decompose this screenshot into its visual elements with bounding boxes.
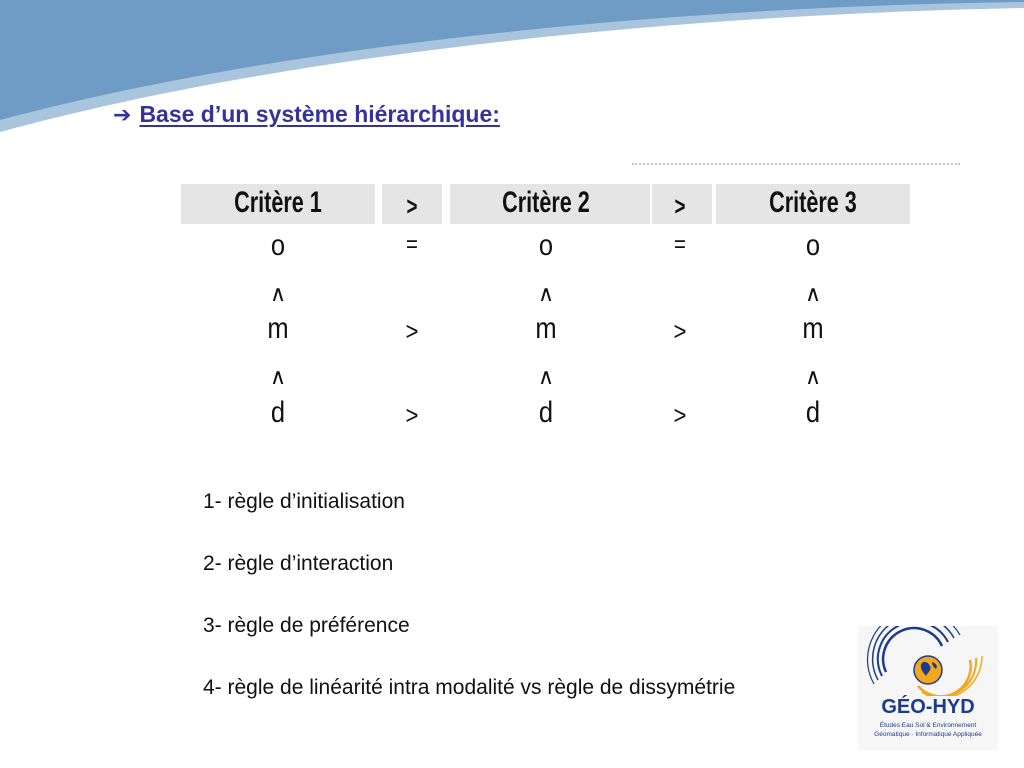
table-cell-r4-c3: ∧ <box>537 364 555 389</box>
table-cell-r3-c2: > <box>405 316 419 346</box>
table-cell-r3-c4: > <box>673 316 687 346</box>
table-cell-r5-c3: d <box>538 396 554 429</box>
rule-item-3: 3- règle de préférence <box>203 614 410 637</box>
table-header-criterion-3: Critère 3 <box>769 186 857 219</box>
table-cell-r1-c1: o <box>270 229 286 262</box>
table-header-operator-1: > <box>406 191 418 221</box>
table-cell-r5-c4: > <box>673 400 687 430</box>
slide-title <box>113 101 500 128</box>
table-cell-r3-c5: m <box>802 312 824 345</box>
table-cell-r1-c3: o <box>538 229 554 262</box>
table-cell-r5-c5: d <box>805 396 821 429</box>
rule-item-2: 2- règle d’interaction <box>203 552 394 575</box>
dotted-divider <box>632 163 960 165</box>
rule-item-4: 4- règle de linéarité intra modalité vs règle de dissymétrie <box>203 676 736 699</box>
globe-icon <box>858 626 998 696</box>
company-logo <box>858 626 998 750</box>
table-cell-r2-c1: ∧ <box>269 281 287 306</box>
table-cell-r5-c2: > <box>405 400 419 430</box>
rule-item-1: 1- règle d’initialisation <box>203 490 405 513</box>
table-cell-r3-c1: m <box>267 312 289 345</box>
table-cell-r2-c3: ∧ <box>537 281 555 306</box>
table-cell-r2-c5: ∧ <box>804 281 822 306</box>
table-cell-r5-c1: d <box>270 396 286 429</box>
logo-subtitle-2: Géomatique · Informatique Appliquée <box>874 731 982 738</box>
logo-subtitle-1: Études Eau Sol & Environnement <box>879 722 977 729</box>
arrow-right-icon: ➔ <box>113 103 132 128</box>
table-cell-r1-c5: o <box>805 229 821 262</box>
table-cell-r1-c4: = <box>674 231 686 258</box>
table-header-criterion-1: Critère 1 <box>234 186 322 219</box>
table-cell-r4-c5: ∧ <box>804 364 822 389</box>
table-header-operator-2: > <box>674 191 686 221</box>
table-cell-r4-c1: ∧ <box>269 364 287 389</box>
table-cell-r3-c3: m <box>535 312 557 345</box>
logo-name: GÉO-HYD <box>881 696 975 718</box>
table-cell-r1-c2: = <box>406 231 418 258</box>
slide-title-text: Base d’un système hiérarchique: <box>139 101 500 127</box>
table-header-criterion-2: Critère 2 <box>502 186 590 219</box>
